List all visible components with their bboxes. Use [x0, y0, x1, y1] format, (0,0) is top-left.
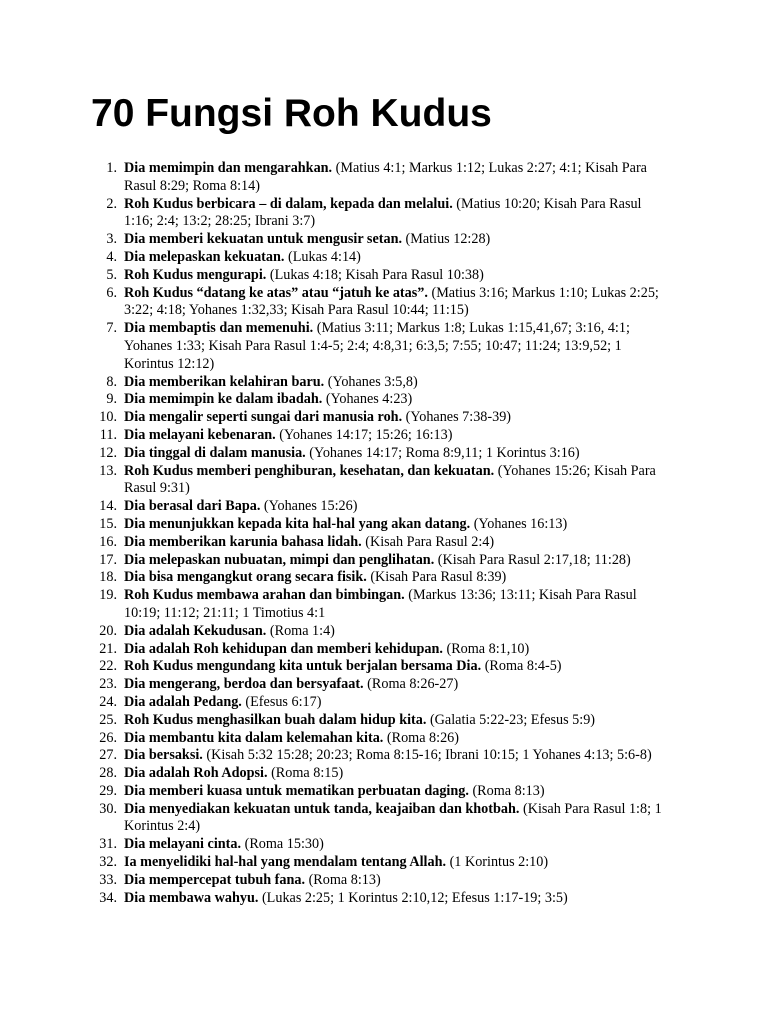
list-item-reference: (Kisah Para Rasul 2:4) [365, 533, 495, 550]
list-item-statement: Dia mengerang, berdoa dan bersyafaat. [124, 676, 364, 693]
list-item-number: 22. [99, 658, 117, 675]
list-item-reference: (Yohanes 7:38-39) [405, 409, 512, 426]
list-item-number: 19. [99, 587, 117, 604]
list-item [91, 730, 671, 748]
list-item-number: 24. [99, 693, 117, 710]
list-item-number: 5. [106, 266, 117, 283]
list-item-number: 34. [99, 889, 117, 906]
list-item [91, 694, 671, 712]
list-item [91, 872, 671, 890]
list-item-number: 27. [99, 747, 117, 764]
list-item-number: 12. [99, 444, 117, 461]
list-item-number: 8. [106, 373, 117, 390]
list-item [91, 836, 671, 854]
list-item [91, 196, 671, 232]
list-item-reference: (Kisah Para Rasul 2:17,18; 11:28) [437, 551, 631, 568]
list-item-statement: Roh Kudus berbicara – di dalam, kepada dan melalui. [124, 195, 453, 212]
list-item [91, 552, 671, 570]
list-item-statement: Dia adalah Kekudusan. [124, 622, 267, 639]
list-item-statement: Dia mempercepat tubuh fana. [124, 871, 306, 888]
list-item [91, 712, 671, 730]
list-item-reference: (Roma 8:4-5) [484, 658, 562, 675]
list-item-statement: Dia melayani kebenaran. [124, 426, 276, 443]
list-item-reference: (Lukas 4:14) [287, 248, 361, 265]
list-item-number: 21. [99, 640, 117, 657]
list-item-statement: Dia adalah Roh Adopsi. [124, 765, 268, 782]
list-item [91, 231, 671, 249]
list-item-number: 28. [99, 765, 117, 782]
list-item [91, 783, 671, 801]
list-item-statement: Roh Kudus mengundang kita untuk berjalan bersama Dia. [124, 658, 482, 675]
list-item-statement: Dia memberi kekuatan untuk mengusir setan. [124, 231, 402, 248]
list-item-number: 9. [106, 391, 117, 408]
list-item-statement: Dia menunjukkan kepada kita hal-hal yang akan datang. [124, 515, 471, 532]
list-item-reference: (Roma 1:4) [269, 622, 335, 639]
list-item-reference: (Yohanes 15:26; Kisah Para Rasul 9:31) [124, 462, 656, 497]
list-item-statement: Dia adalah Pedang. [124, 693, 242, 710]
list-item-statement: Roh Kudus membawa arahan dan bimbingan. [124, 587, 405, 604]
list-item-reference: (Matius 12:28) [405, 231, 491, 248]
list-item-number: 3. [106, 231, 117, 248]
list-item [91, 249, 671, 267]
list-item [91, 445, 671, 463]
list-item-reference: (Yohanes 14:17; 15:26; 16:13) [279, 426, 453, 443]
list-item-reference: (Yohanes 3:5,8) [327, 373, 418, 390]
list-item [91, 890, 671, 908]
list-item-reference: (Roma 8:1,10) [446, 640, 530, 657]
list-item-reference: (Matius 3:11; Markus 1:8; Lukas 1:15,41,67; 3:16, 4:1; Yohanes 1:33; Kisah Para Rasul 1:4-5; 2:4; 4:8,31; 6:3,5; 7:55; 10:47; 11:24; 13:9,52; 1 Korintus 12:12) [124, 320, 630, 372]
list-item-statement: Dia memimpin dan mengarahkan. [124, 160, 333, 176]
list-item-reference: (1 Korintus 2:10) [449, 854, 549, 871]
list-item-reference: (Lukas 4:18; Kisah Para Rasul 10:38) [269, 266, 484, 283]
list-item-statement: Dia memberikan karunia bahasa lidah. [124, 533, 362, 550]
list-item [91, 658, 671, 676]
list-item [91, 676, 671, 694]
list-item-number: 7. [106, 320, 117, 337]
list-item [91, 320, 671, 373]
list-item [91, 534, 671, 552]
list-item-number: 2. [106, 195, 117, 212]
list-item-statement: Dia membaptis dan memenuhi. [124, 320, 314, 337]
list-item-number: 29. [99, 782, 117, 799]
list-item-statement: Dia mengalir seperti sungai dari manusia roh. [124, 409, 403, 426]
list-item-reference: (Roma 8:13) [308, 871, 381, 888]
list-item-number: 25. [99, 711, 117, 728]
list-item-reference: (Yohanes 4:23) [325, 391, 413, 408]
list-item [91, 463, 671, 499]
list-item-number: 31. [99, 836, 117, 853]
function-list [91, 160, 671, 907]
list-item-reference: (Roma 8:15) [271, 765, 344, 782]
list-item-statement: Dia memimpin ke dalam ibadah. [124, 391, 323, 408]
list-item [91, 854, 671, 872]
list-item-reference: (Matius 3:16; Markus 1:10; Lukas 2:25; 3:22; 4:18; Yohanes 1:32,33; Kisah Para Rasul 10:44; 11:15) [124, 284, 659, 319]
list-item-number: 30. [99, 800, 117, 817]
list-item [91, 623, 671, 641]
list-item-statement: Roh Kudus mengurapi. [124, 266, 267, 283]
list-item [91, 160, 671, 196]
list-item-reference: (Efesus 6:17) [245, 693, 322, 710]
list-item-number: 6. [106, 284, 117, 301]
list-item-statement: Dia bersaksi. [124, 747, 203, 764]
list-item-number: 20. [99, 622, 117, 639]
list-item-number: 13. [99, 462, 117, 479]
list-item [91, 587, 671, 623]
list-item-number: 4. [106, 248, 117, 265]
list-item-statement: Dia tinggal di dalam manusia. [124, 444, 306, 461]
list-item-reference: (Lukas 2:25; 1 Korintus 2:10,12; Efesus 1:17-19; 3:5) [261, 889, 568, 906]
list-item-statement: Dia menyediakan kekuatan untuk tanda, keajaiban dan khotbah. [124, 800, 520, 817]
list-item [91, 285, 671, 321]
list-item-number: 26. [99, 729, 117, 746]
list-item-reference: (Galatia 5:22-23; Efesus 5:9) [429, 711, 596, 728]
list-item [91, 516, 671, 534]
list-item-reference: (Roma 8:13) [472, 782, 545, 799]
list-item-reference: (Markus 13:36; 13:11; Kisah Para Rasul 10:19; 11:12; 21:11; 1 Timotius 4:1 [124, 587, 637, 621]
list-item-reference: (Matius 10:20; Kisah Para Rasul 1:16; 2:4; 13:2; 28:25; Ibrani 3:7) [124, 195, 642, 230]
list-item-number: 16. [99, 533, 117, 550]
list-item-statement: Dia memberikan kelahiran baru. [124, 373, 325, 390]
list-item [91, 569, 671, 587]
list-item-reference: (Roma 15:30) [244, 836, 324, 853]
list-item-number: 18. [99, 569, 117, 586]
list-item-number: 11. [99, 426, 117, 443]
page-title: 70 Fungsi Roh Kudus [91, 92, 492, 135]
list-item-number: 32. [99, 854, 117, 871]
list-item-statement: Dia melepaskan nubuatan, mimpi dan penglihatan. [124, 551, 435, 568]
list-item [91, 267, 671, 285]
list-item [91, 747, 671, 765]
list-item-reference: (Kisah 5:32 15:28; 20:23; Roma 8:15-16; Ibrani 10:15; 1 Yohanes 4:13; 5:6-8) [206, 747, 652, 764]
list-item-statement: Dia melayani cinta. [124, 836, 242, 853]
list-item-statement: Roh Kudus menghasilkan buah dalam hidup kita. [124, 711, 427, 728]
list-item-statement: Dia berasal dari Bapa. [124, 498, 261, 515]
list-item-reference: (Yohanes 14:17; Roma 8:9,11; 1 Korintus 3:16) [309, 444, 580, 461]
list-item-number: 33. [99, 871, 117, 888]
list-item [91, 498, 671, 516]
list-item-reference: (Yohanes 15:26) [263, 498, 358, 515]
list-item-reference: (Kisah Para Rasul 8:39) [370, 569, 507, 586]
list-item-statement: Dia melepaskan kekuatan. [124, 248, 285, 265]
list-item-statement: Ia menyelidiki hal-hal yang mendalam tentang Allah. [124, 854, 447, 871]
list-item-reference: (Yohanes 16:13) [473, 515, 568, 532]
list-item-number: 17. [99, 551, 117, 568]
list-item-number: 15. [99, 515, 117, 532]
list-item [91, 765, 671, 783]
list-item-number: 10. [99, 409, 117, 426]
list-item-number: 1. [106, 160, 117, 176]
list-item-statement: Dia memberi kuasa untuk mematikan perbuatan daging. [124, 782, 469, 799]
list-item-reference: (Roma 8:26) [386, 729, 459, 746]
list-item-statement: Dia bisa mengangkut orang secara fisik. [124, 569, 367, 586]
list-item-statement: Roh Kudus “datang ke atas” atau “jatuh ke atas”. [124, 284, 428, 301]
list-item [91, 801, 671, 837]
list-item-reference: (Kisah Para Rasul 1:8; 1 Korintus 2:4) [124, 800, 662, 835]
list-item-statement: Dia membantu kita dalam kelemahan kita. [124, 729, 384, 746]
list-item-statement: Dia membawa wahyu. [124, 889, 259, 906]
list-item-statement: Dia adalah Roh kehidupan dan memberi kehidupan. [124, 640, 443, 657]
list-item [91, 409, 671, 427]
list-item-reference: (Roma 8:26-27) [367, 676, 459, 693]
list-item [91, 641, 671, 659]
list-item-number: 14. [99, 498, 117, 515]
list-item-number: 23. [99, 676, 117, 693]
list-item [91, 427, 671, 445]
list-item [91, 374, 671, 392]
list-item [91, 391, 671, 409]
list-item-reference: (Matius 4:1; Markus 1:12; Lukas 2:27; 4:1; Kisah Para Rasul 8:29; Roma 8:14) [124, 160, 647, 194]
list-item-statement: Roh Kudus memberi penghiburan, kesehatan, dan kekuatan. [124, 462, 495, 479]
